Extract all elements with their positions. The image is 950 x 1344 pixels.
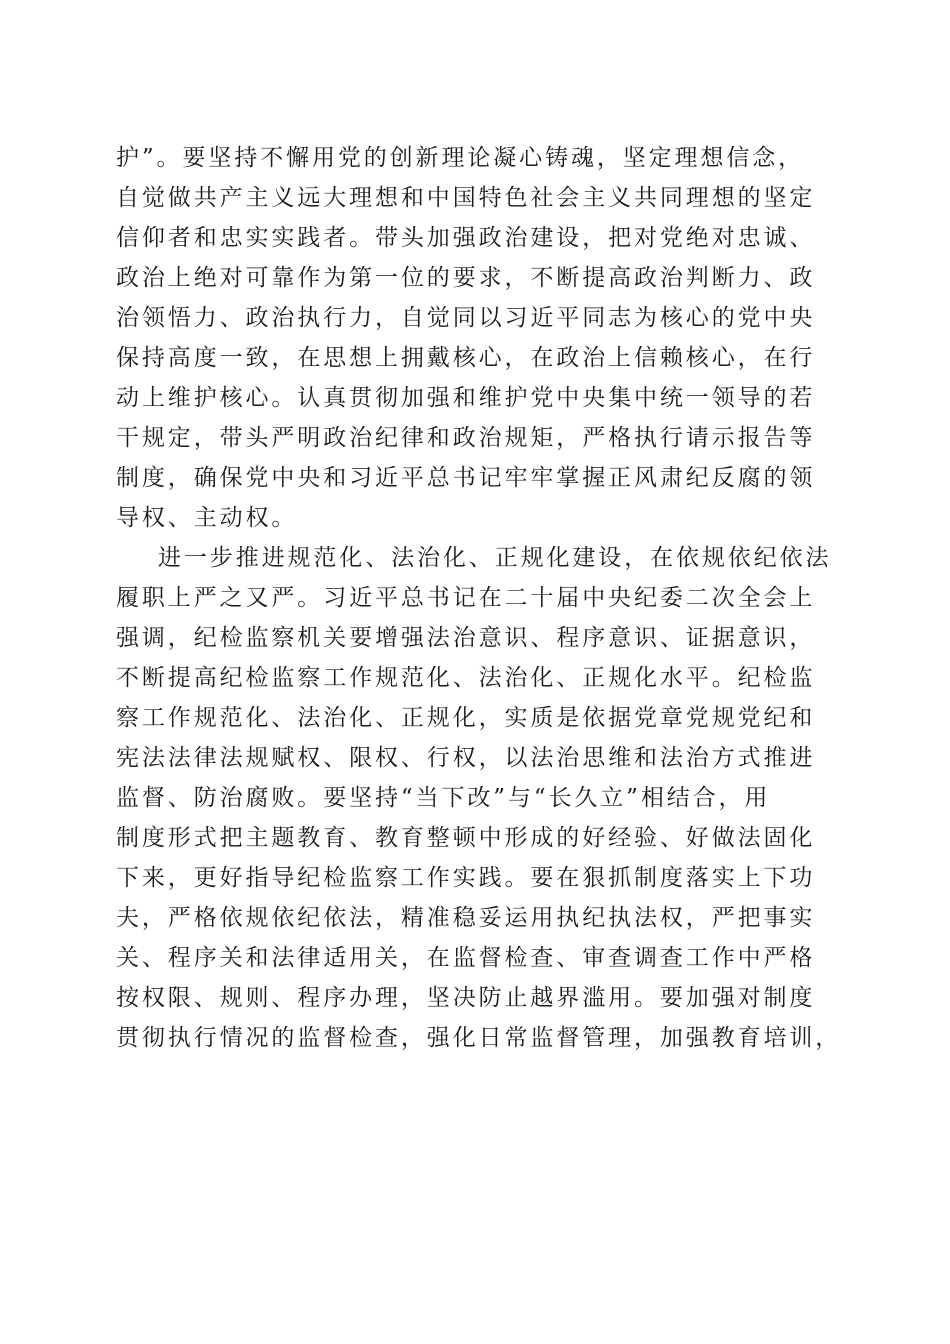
paragraph-1 [116, 138, 836, 538]
text-line: 不断提高纪检监察工作规范化、法治化、正规化水平。纪检监 [116, 665, 816, 691]
text-line: 信仰者和忠实实践者。带头加强政治建设，把对党绝对忠诚、 [116, 225, 816, 251]
text-line: 履职上严之又严。习近平总书记在二十届中央纪委二次全会上 [116, 585, 816, 611]
text-line: 动上维护核心。认真贯彻加强和维护党中央集中统一领导的若 [116, 385, 816, 411]
text-line: 自觉做共产主义远大理想和中国特色社会主义共同理想的坚定 [116, 185, 816, 211]
text-line: 制度，确保党中央和习近平总书记牢牢掌握正风肃纪反腐的领 [116, 465, 816, 491]
document-body [116, 138, 842, 1058]
text-line: 监督、防治腐败。要坚持“当下改”与“长久立”相结合，用 [116, 785, 771, 811]
text-line: 治领悟力、政治执行力，自觉同以习近平同志为核心的党中央 [116, 305, 816, 331]
text-line: 关、程序关和法律适用关，在监督检查、审查调查工作中严格 [116, 945, 816, 971]
text-line: 宪法法律法规赋权、限权、行权，以法治思维和法治方式推进 [116, 745, 816, 771]
text-line: 下来，更好指导纪检监察工作实践。要在狠抓制度落实上下功 [116, 865, 816, 891]
text-line: 夫，严格依规依纪依法，精准稳妥运用执纪执法权，严把事实 [116, 905, 816, 931]
text-line: 强调，纪检监察机关要增强法治意识、程序意识、证据意识， [116, 625, 816, 651]
text-line: 护”。要坚持不懈用党的创新理论凝心铸魂，坚定理想信念， [116, 145, 805, 171]
text-line: 干规定，带头严明政治纪律和政治规矩，严格执行请示报告等 [116, 425, 816, 451]
text-line: 制度形式把主题教育、教育整顿中形成的好经验、好做法固化 [116, 825, 816, 851]
text-line-indented: 进一步推进规范化、法治化、正规化建设，在依规依纪依法 [158, 545, 832, 571]
text-line: 政治上绝对可靠作为第一位的要求，不断提高政治判断力、政 [116, 265, 816, 291]
text-line: 导权、主动权。 [116, 505, 298, 531]
text-line: 察工作规范化、法治化、正规化，实质是依据党章党规党纪和 [116, 705, 816, 731]
text-line: 保持高度一致，在思想上拥戴核心，在政治上信赖核心，在行 [116, 345, 816, 371]
text-line: 贯彻执行情况的监督检查，强化日常监督管理，加强教育培训， [116, 1025, 842, 1051]
paragraph-2 [116, 538, 842, 1058]
text-line: 按权限、规则、程序办理，坚决防止越界滥用。要加强对制度 [116, 985, 816, 1011]
